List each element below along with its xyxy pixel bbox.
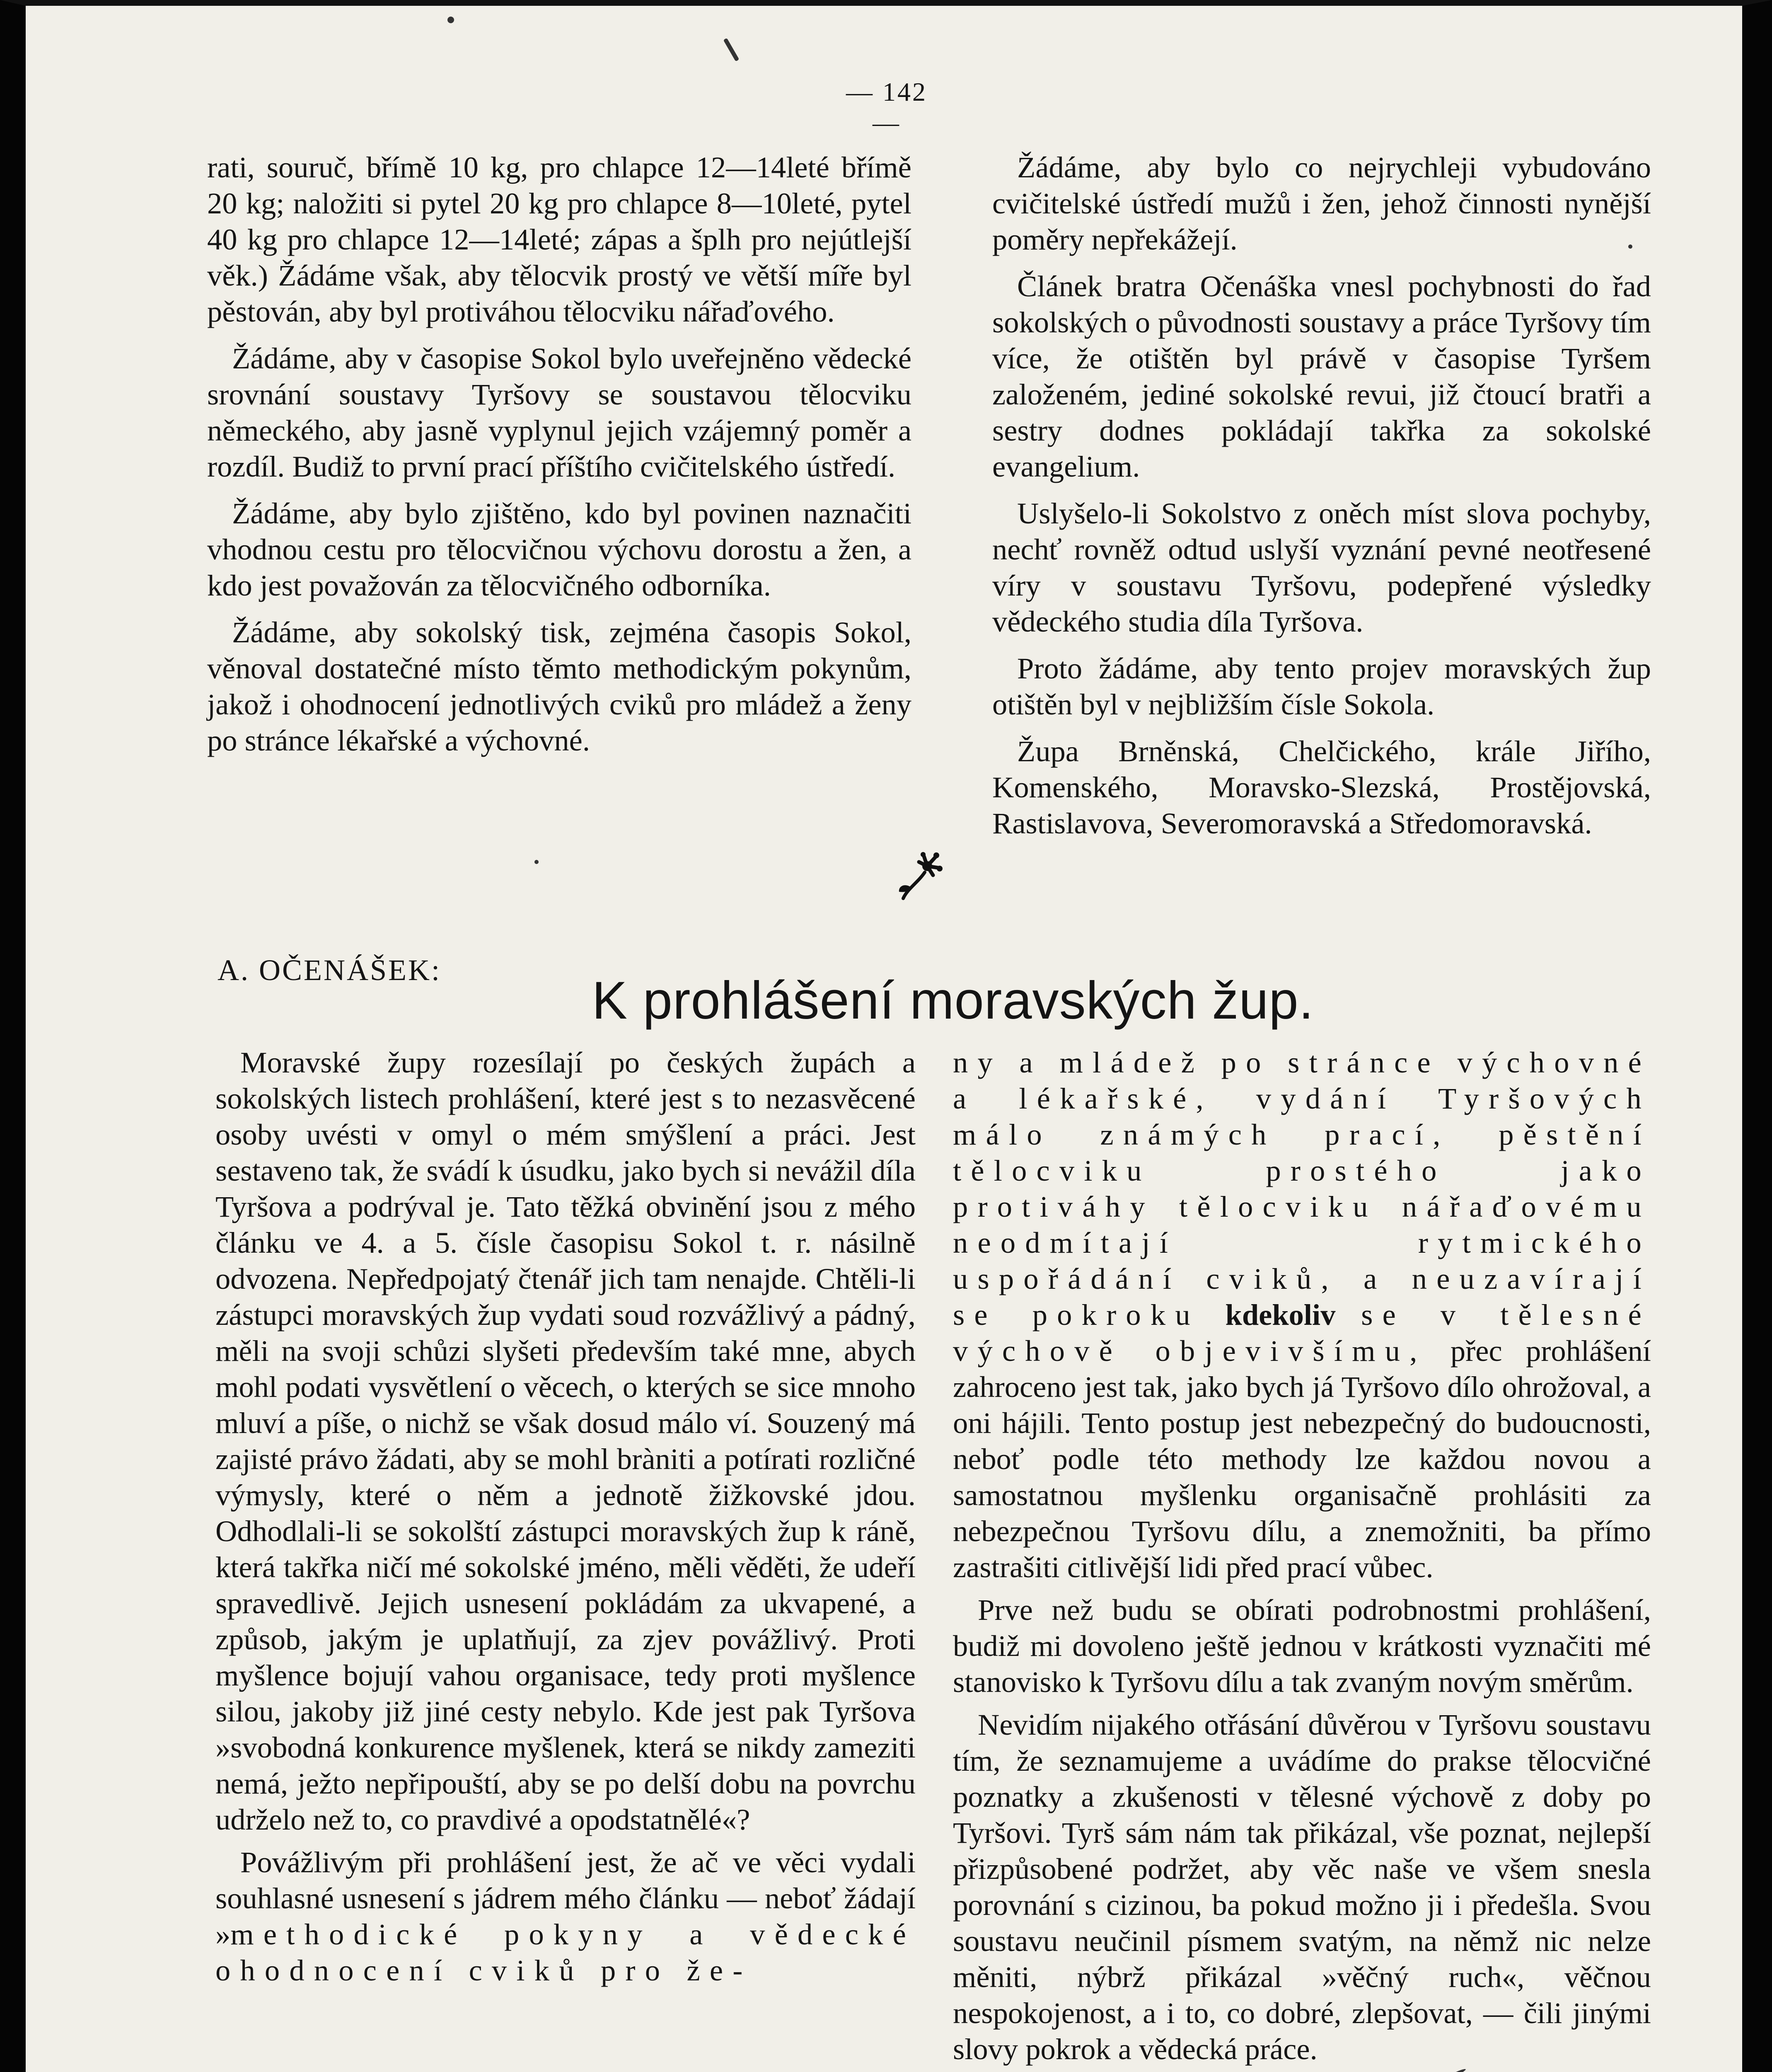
scan-speck	[534, 860, 539, 864]
scan-speck	[723, 38, 740, 62]
scan-speck	[1446, 2068, 1467, 2072]
article-author: A. OČENÁŠEK:	[218, 954, 442, 987]
top-right-column	[992, 149, 1651, 841]
paragraph	[215, 1844, 916, 1988]
paragraph: Prve než budu se obírati podrobnostmi prohlášení, budiž mi dovoleno ještě jednou v krátkosti vyznačiti mé stanovisko k Tyršovu dílu a tak zvaným novým směrům.	[953, 1593, 1651, 1699]
spaced-emphasis: methodické pokyny a vědecké ohodnocení cviků pro že-	[215, 1917, 916, 1987]
paragraph: Moravské župy rozesílají po českých župách a sokolských listech prohlášení, které jest s to nezasvěcené osoby uvésti v omyl o mém smýšlení a práci. Jest sestaveno tak, že svádí k úsudku, jako bych si nevážil díla Tyršova a podrýval je. Tato těžká obvinění jsou z mého článku ve 4. a 5. čísle časopisu Sokol t. r. násilně odvozena. Nepředpojatý čtenář jich tam nenajde. Chtěli-li zástupci moravských žup vydati soud rozvážlivý a pádný, měli na svoji schůzi slyšeti především také mne, abych mohl podati vysvětlení o věcech, o kterých se sice mnoho mluví a píše, o nichž se však dosud málo ví. Souzený má zajisté právo žádati, aby se mohl bràniti a potírati rozličné výmysly, které o něm a jednotě žižkovské jdou. Odhodlali-li se sokolští zástupci moravských žup k ráně, která takřka ničí mé sokolské jméno, měli věděti, že udeří spravedlivě. Jejich usnesení pokládám za ukvapené, a způsob, jakým je uplatňují, za zjev povážlivý. Proti myšlence bojují vahou organisace, tedy proti myšlence silou, jakoby již jiné cesty nebylo. Kde jest pak Tyršova »svobodná konkurence myšlenek, která se nikdy zameziti nemá, ježto nepřipouští, aby se po delší dobu na povrchu udrželo než to, co pravdivé a opodstatnělé«?	[215, 1046, 916, 1836]
floral-ornament-icon	[895, 850, 945, 903]
scan-speck	[447, 17, 454, 23]
paragraph-text: Povážlivým při prohlášení jest, že ač ve věci vydali souhlasné usnesení s jádrem mého článku — neboť žádají »	[215, 1845, 916, 1951]
paragraph: rati, souruč, břímě 10 kg, pro chlapce 12—14leté břímě 20 kg; naložiti si pytel 20 kg pro chlapce 8—10leté, pytel 40 kg pro chlapce 12—14leté; zápas a šplh pro nejútlejší věk.) Žádáme však, aby tělocvik prostý ve větší míře byl pěstován, aby byl protiváhou tělocviku nářaďového.	[207, 150, 911, 328]
paragraph: Žádáme, aby bylo zjištěno, kdo byl povinen naznačiti vhodnou cestu pro tělocvičnou výchovu dorostu a žen, a kdo jest považován za tělocvičného odborníka.	[207, 496, 911, 602]
signatories: Župa Brněnská, Chelčického, krále Jiřího, Komenského, Moravsko-Slezská, Prostějovská, Rastislavova, Severomoravská a Středomoravská.	[992, 734, 1651, 840]
paragraph-text: přec prohlášení zahroceno jest tak, jako bych já Tyršovo dílo ohrožoval, a oni hájili. Tento postup jest nebezpečný do budoucnosti, neboť podle této methody lze každou novou a samostatnou myšlenku organisačně prohlásiti za nebezpečnou Tyršovu dílu, a znemožniti, ba přímo zastrašiti citlivější lidi před prací vůbec.	[953, 1334, 1651, 1584]
spaced-emphasis: se v tělesné výchově objevivšímu,	[953, 1298, 1651, 1368]
article-right-column	[953, 1044, 1651, 2067]
top-left-column	[207, 149, 911, 758]
scan-speck	[1628, 244, 1632, 249]
paragraph: Nevidím nijakého otřásání důvěrou v Tyršovu soustavu tím, že seznamujeme a uvádíme do prakse tělocvičné poznatky a zkušenosti v tělesné výchově z doby po Tyršovi. Tyrš sám nám tak přikázal, vše poznat, nejlepší přizpůsobené podržet, aby věc naše ve všem snesla porovnání s cizinou, ba pokud možno ji i předešla. Svou soustavu neučinil písmem svatým, na němž nic nelze měniti, nýbrž přikázal »věčný ruch«, věčnou nespokojenost, a i to, co dobré, zlepšovat, — čili jinými slovy pokrok a vědecká práce.	[953, 1708, 1651, 2066]
paragraph: Žádáme, aby v časopise Sokol bylo uveřejněno vědecké srovnání soustavy Tyršovy se soustavou tělocviku německého, aby jasně vyplynul jejich vzájemný poměr a rozdíl. Budiž to první prací příštího cvičitelského ústředí.	[207, 341, 911, 483]
article-title: K prohlášení moravských žup.	[592, 971, 1314, 1030]
page-number: — 142 —	[846, 77, 927, 137]
spaced-emphasis: ny a mládež po stránce výchovné a lékařské, vydání Tyršových málo známých prací, pěstění tělocviku prostého jako protiváhy tělocviku nářaďovému neodmítají rytmického uspořádání cviků, a neuzavírají se pokroku	[953, 1046, 1651, 1331]
paragraph: Žádáme, aby sokolský tisk, zejména časopis Sokol, věnoval dostatečné místo těmto methodickým pokynům, jakož i ohodnocení jednotlivých cviků pro mládež a ženy po stránce lékařské a výchovné.	[207, 615, 911, 757]
paragraph: Žádáme, aby bylo co nejrychleji vybudováno cvičitelské ústředí mužů i žen, jehož činnosti nynější poměry nepřekážejí.	[992, 150, 1651, 256]
paragraph: Uslyšelo-li Sokolstvo z oněch míst slova pochyby, nechť rovněž odtud uslyší vyznání pevné neotřesené víry v soustavu Tyršovu, podepřené výsledky vědeckého studia díla Tyršova.	[992, 496, 1651, 638]
paragraph	[953, 1044, 1651, 1585]
bold-emphasis: kdekoliv	[1225, 1298, 1336, 1331]
paragraph: Článek bratra Očenáška vnesl pochybnosti do řad sokolských o původnosti soustavy a práce Tyršovy tím více, že otištěn byl právě v časopise Tyršem založeném, jediné sokolské revui, již čtoucí bratři a sestry dodnes pokládají takřka za sokolské evangelium.	[992, 269, 1651, 483]
article-left-column	[215, 1044, 916, 1988]
paragraph: Proto žádáme, aby tento projev moravských žup otištěn byl v nejbližším čísle Sokola.	[992, 651, 1651, 721]
